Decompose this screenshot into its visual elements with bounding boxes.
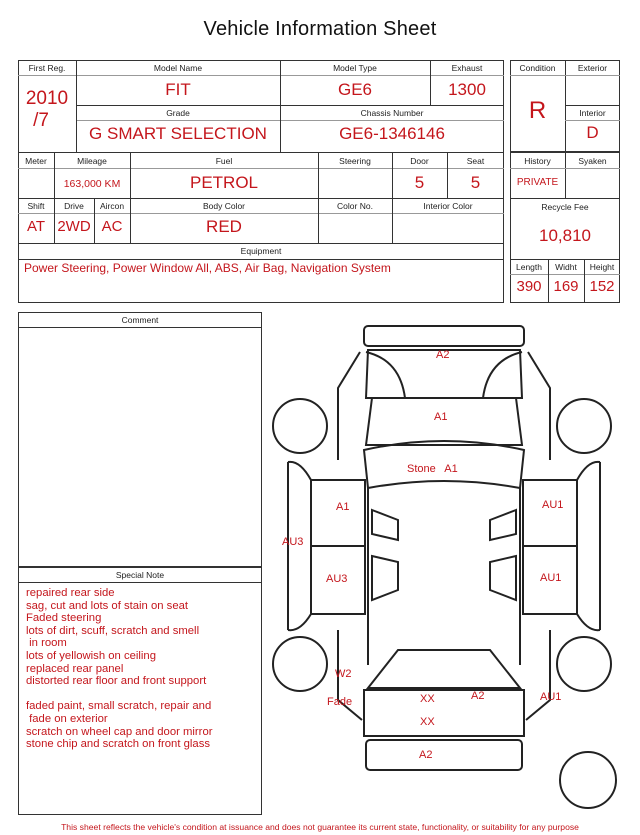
note-line: sag, cut and lots of stain on seat <box>26 599 189 612</box>
damage-right-rear-quarter: AU1 <box>540 691 562 703</box>
syaken-label: Syaken <box>578 156 607 166</box>
damage-right-rear-door: AU1 <box>540 572 562 584</box>
seat-value: 5 <box>470 173 481 192</box>
meter-label: Meter <box>25 156 47 166</box>
mileage-label: Mileage <box>77 156 107 166</box>
drive-value: 2WD <box>57 218 91 235</box>
steering-label: Steering <box>339 156 371 166</box>
exhaust-value: 1300 <box>448 80 486 99</box>
note-line: repaired rear side <box>26 587 115 599</box>
car-damage-diagram <box>270 318 630 818</box>
length-label: Length <box>516 262 542 272</box>
damage-rear-glass: XX <box>420 693 435 705</box>
note-line: replaced rear panel <box>26 662 124 675</box>
equipment-value: Power Steering, Power Window All, ABS, Air Bag, Navigation System <box>24 261 391 275</box>
model-type-value: GE6 <box>337 80 373 99</box>
note-line: scratch on wheel cap and door mirror <box>26 725 213 738</box>
note-line: distorted rear floor and front support <box>26 675 207 688</box>
grade-value: G SMART SELECTION <box>89 124 267 143</box>
length-value: 390 <box>516 278 542 295</box>
chassis-value: GE6-1346146 <box>339 124 445 143</box>
damage-left-front-fender: A1 <box>336 501 350 513</box>
height-value: 152 <box>589 278 615 295</box>
damage-left-side: AU3 <box>282 536 304 548</box>
note-line: faded paint, small scratch, repair and <box>26 700 212 713</box>
color-no-label: Color No. <box>337 201 373 211</box>
door-label: Door <box>410 156 429 166</box>
equipment-label: Equipment <box>240 246 282 256</box>
damage-hood: A1 <box>434 411 448 423</box>
grade-label: Grade <box>166 108 190 118</box>
first-reg-year: 2010 <box>25 88 69 109</box>
recycle-fee-label: Recycle Fee <box>541 202 589 212</box>
fuel-value: PETROL <box>189 173 259 192</box>
body-color-value: RED <box>206 217 242 236</box>
recycle-fee-value: 10,810 <box>539 226 591 245</box>
damage-left-rear-door: AU3 <box>326 573 348 585</box>
note-line: stone chip and scratch on front glass <box>26 738 210 751</box>
history-label: History <box>524 156 551 166</box>
damage-rear-bumper: A2 <box>419 749 433 761</box>
chassis-label: Chassis Number <box>360 108 424 118</box>
special-note-lines <box>26 587 258 812</box>
note-line: in room <box>26 637 67 650</box>
fuel-label: Fuel <box>215 156 233 166</box>
interior-label: Interior <box>579 108 606 118</box>
damage-left-rear-quarter-2: Fade <box>327 696 353 708</box>
seat-label: Seat <box>466 156 485 166</box>
condition-value: R <box>528 97 547 124</box>
note-line: Faded steering <box>26 612 102 625</box>
condition-label: Condition <box>519 63 556 73</box>
shift-value: AT <box>26 218 46 235</box>
model-type-label: Model Type <box>333 63 377 73</box>
height-label: Height <box>589 262 615 272</box>
width-label: Widht <box>555 262 577 272</box>
door-value: 5 <box>414 173 425 192</box>
damage-left-rear-quarter-1: W2 <box>335 668 352 680</box>
damage-windshield: Stone A1 <box>407 463 458 475</box>
special-note-label: Special Note <box>115 570 165 580</box>
aircon-label: Aircon <box>99 201 125 211</box>
model-name-label: Model Name <box>153 63 203 73</box>
damage-right-front-fender: AU1 <box>542 499 564 511</box>
first-reg-month: /7 <box>33 110 49 131</box>
shift-label: Shift <box>27 201 45 211</box>
model-name-value: FIT <box>165 80 191 99</box>
disclaimer-footer: This sheet reflects the vehicle's condition at issuance and does not guarantee its current state, functionality, or suitability for any purpose <box>61 822 579 832</box>
page-title: Vehicle Information Sheet <box>203 18 437 40</box>
mileage-value: 163,000 KM <box>63 178 121 190</box>
interior-color-label: Interior Color <box>423 201 473 211</box>
body-color-label: Body Color <box>202 201 246 211</box>
damage-tailgate: XX <box>420 716 435 728</box>
damage-front-bumper: A2 <box>436 349 450 361</box>
history-value: PRIVATE <box>516 177 559 188</box>
drive-label: Drive <box>64 201 84 211</box>
note-line: fade on exterior <box>26 713 108 725</box>
exhaust-label: Exhaust <box>451 63 483 73</box>
note-line: lots of yellowish on ceiling <box>26 650 156 662</box>
interior-value: D <box>586 123 599 142</box>
width-value: 169 <box>553 278 579 295</box>
note-line: lots of dirt, scuff, scratch and smell <box>26 624 200 637</box>
comment-label: Comment <box>121 315 159 325</box>
comment-box <box>18 312 262 567</box>
damage-rear-mark: A2 <box>471 690 485 702</box>
aircon-value: AC <box>101 218 123 235</box>
first-reg-label: First Reg. <box>28 63 66 73</box>
exterior-label: Exterior <box>577 63 608 73</box>
